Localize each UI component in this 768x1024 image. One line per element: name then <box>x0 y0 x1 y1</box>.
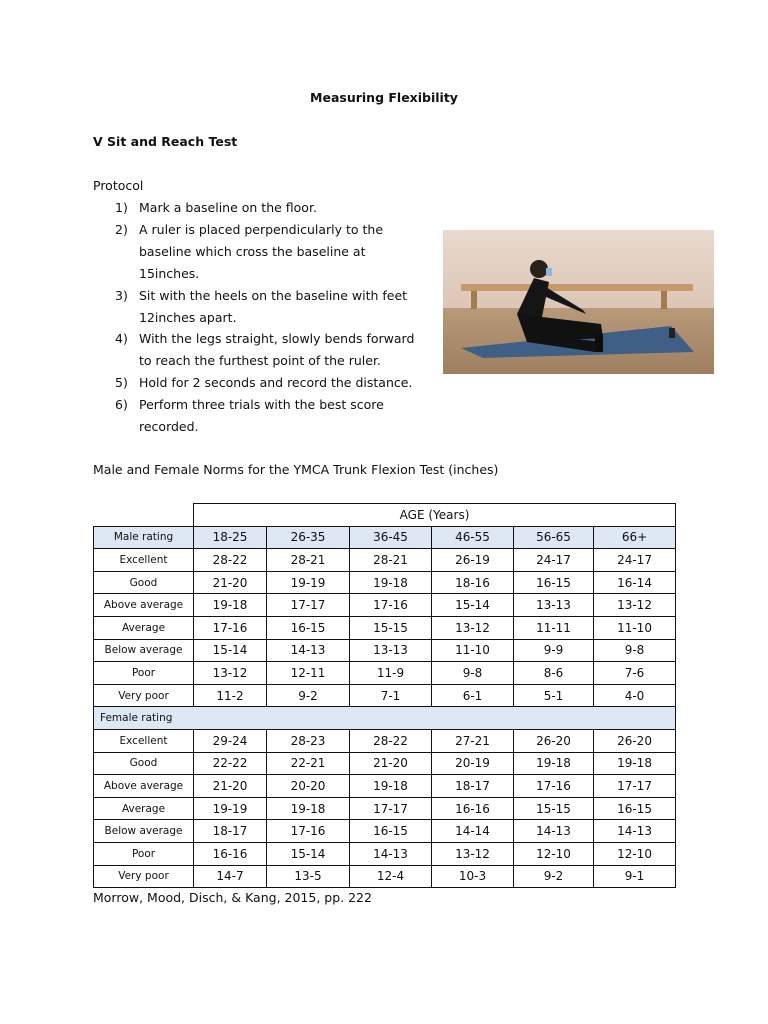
step-text: With the legs straight, slowly bends forward <box>139 331 415 347</box>
norm-value: 11-10 <box>594 616 676 639</box>
sit-and-reach-photo <box>443 230 714 374</box>
protocol-step <box>93 219 433 285</box>
step-text: Sit with the heels on the baseline with feet <box>139 287 408 303</box>
rating-label: Very poor <box>94 865 194 888</box>
norm-value: 21-20 <box>194 775 267 798</box>
norm-value: 12-4 <box>350 865 432 888</box>
norm-value: 24-17 <box>514 549 594 572</box>
age-group-header: 66+ <box>594 526 676 549</box>
rating-label: Good <box>94 752 194 775</box>
norm-value: 21-20 <box>194 571 267 594</box>
table-row <box>94 571 676 594</box>
age-header: AGE (Years) <box>194 504 676 527</box>
norm-value: 22-22 <box>194 752 267 775</box>
norm-value: 16-15 <box>267 616 350 639</box>
age-group-header: 18-25 <box>194 526 267 549</box>
norm-value: 9-8 <box>594 639 676 662</box>
norm-value: 21-20 <box>350 752 432 775</box>
norm-value: 17-16 <box>514 775 594 798</box>
step-number: 6) <box>115 397 128 413</box>
norm-value: 14-13 <box>594 820 676 843</box>
norm-value: 14-13 <box>514 820 594 843</box>
rating-label: Above average <box>94 775 194 798</box>
norm-value: 19-19 <box>194 797 267 820</box>
norm-value: 28-22 <box>194 549 267 572</box>
step-number: 4) <box>115 331 128 347</box>
norm-value: 14-7 <box>194 865 267 888</box>
age-group-header: 46-55 <box>432 526 514 549</box>
norm-value: 9-8 <box>432 662 514 685</box>
norm-value: 16-16 <box>194 842 267 865</box>
step-number: 5) <box>115 375 128 391</box>
step-text: baseline which cross the baseline at <box>139 243 366 259</box>
norm-value: 8-6 <box>514 662 594 685</box>
norm-value: 11-11 <box>514 616 594 639</box>
norm-value: 19-18 <box>267 797 350 820</box>
table-row <box>94 662 676 685</box>
step-text: recorded. <box>139 419 199 435</box>
table-row <box>94 684 676 707</box>
norm-value: 14-13 <box>350 842 432 865</box>
norm-value: 20-20 <box>267 775 350 798</box>
norm-value: 26-20 <box>514 729 594 752</box>
norm-value: 26-19 <box>432 549 514 572</box>
page-title: Measuring Flexibility <box>310 90 458 105</box>
rating-label: Poor <box>94 662 194 685</box>
norm-value: 28-21 <box>267 549 350 572</box>
citation: Morrow, Mood, Disch, & Kang, 2015, pp. 222 <box>93 890 372 905</box>
norm-value: 14-13 <box>267 639 350 662</box>
norm-value: 7-1 <box>350 684 432 707</box>
age-group-header: 36-45 <box>350 526 432 549</box>
protocol-step <box>93 328 433 372</box>
norms-heading: Male and Female Norms for the YMCA Trunk Flexion Test (inches) <box>93 462 499 477</box>
norm-value: 18-17 <box>432 775 514 798</box>
norm-value: 17-16 <box>194 616 267 639</box>
norm-value: 17-16 <box>350 594 432 617</box>
norm-value: 19-18 <box>194 594 267 617</box>
age-header-row <box>94 504 676 527</box>
protocol-steps <box>93 197 433 438</box>
rating-label: Below average <box>94 639 194 662</box>
norm-value: 19-19 <box>267 571 350 594</box>
step-text: Mark a baseline on the floor. <box>139 200 317 215</box>
protocol-step <box>93 197 433 219</box>
norm-value: 15-14 <box>194 639 267 662</box>
norm-value: 9-2 <box>267 684 350 707</box>
step-number: 1) <box>115 200 128 215</box>
norm-value: 15-14 <box>267 842 350 865</box>
step-number: 2) <box>115 221 128 237</box>
norm-value: 9-2 <box>514 865 594 888</box>
rating-label: Excellent <box>94 729 194 752</box>
norm-value: 28-22 <box>350 729 432 752</box>
step-text: Perform three trials with the best score <box>139 397 384 413</box>
protocol-step <box>93 394 433 438</box>
table-row <box>94 865 676 888</box>
table-row <box>94 639 676 662</box>
table-row <box>94 820 676 843</box>
table-row <box>94 752 676 775</box>
norm-value: 16-14 <box>594 571 676 594</box>
norm-value: 27-21 <box>432 729 514 752</box>
norm-value: 16-15 <box>350 820 432 843</box>
age-group-header: 56-65 <box>514 526 594 549</box>
norm-value: 13-5 <box>267 865 350 888</box>
norm-value: 12-10 <box>594 842 676 865</box>
table-row <box>94 594 676 617</box>
rating-label: Below average <box>94 820 194 843</box>
rating-label: Very poor <box>94 684 194 707</box>
rating-label: Good <box>94 571 194 594</box>
female-rating-label: Female rating <box>94 707 676 730</box>
norm-value: 13-12 <box>432 842 514 865</box>
norm-value: 12-10 <box>514 842 594 865</box>
rating-label: Excellent <box>94 549 194 572</box>
norm-value: 17-17 <box>267 594 350 617</box>
norm-value: 18-16 <box>432 571 514 594</box>
norm-value: 17-17 <box>594 775 676 798</box>
age-group-header: 26-35 <box>267 526 350 549</box>
step-text: 12inches apart. <box>139 309 237 325</box>
male-rating-label: Male rating <box>94 526 194 549</box>
norm-value: 15-15 <box>514 797 594 820</box>
step-text: A ruler is placed perpendicularly to the <box>139 221 384 237</box>
norm-value: 20-19 <box>432 752 514 775</box>
norm-value: 11-10 <box>432 639 514 662</box>
female-header-row <box>94 707 676 730</box>
norm-value: 11-2 <box>194 684 267 707</box>
norm-value: 24-17 <box>594 549 676 572</box>
norm-value: 13-13 <box>350 639 432 662</box>
norm-value: 10-3 <box>432 865 514 888</box>
norm-value: 13-12 <box>432 616 514 639</box>
table-row <box>94 549 676 572</box>
step-text: to reach the furthest point of the ruler. <box>139 353 381 369</box>
protocol-step <box>93 372 433 394</box>
norm-value: 19-18 <box>594 752 676 775</box>
norm-value: 29-24 <box>194 729 267 752</box>
norm-value: 17-17 <box>350 797 432 820</box>
rating-label: Above average <box>94 594 194 617</box>
norm-value: 16-16 <box>432 797 514 820</box>
norm-value: 15-14 <box>432 594 514 617</box>
norm-value: 12-11 <box>267 662 350 685</box>
step-text: Hold for 2 seconds and record the distance. <box>139 375 413 391</box>
norm-value: 19-18 <box>350 571 432 594</box>
norm-value: 16-15 <box>514 571 594 594</box>
norm-value: 13-12 <box>594 594 676 617</box>
norm-value: 22-21 <box>267 752 350 775</box>
norm-value: 9-1 <box>594 865 676 888</box>
step-text: 15inches. <box>139 265 200 281</box>
empty-corner-cell <box>94 504 194 527</box>
norm-value: 13-13 <box>514 594 594 617</box>
norm-value: 7-6 <box>594 662 676 685</box>
step-number: 3) <box>115 287 128 303</box>
norm-value: 18-17 <box>194 820 267 843</box>
norm-value: 19-18 <box>514 752 594 775</box>
norm-value: 17-16 <box>267 820 350 843</box>
norm-value: 11-9 <box>350 662 432 685</box>
norm-value: 16-15 <box>594 797 676 820</box>
rating-label: Average <box>94 616 194 639</box>
table-row <box>94 797 676 820</box>
male-header-row <box>94 526 676 549</box>
norm-value: 26-20 <box>594 729 676 752</box>
table-row <box>94 775 676 798</box>
norm-value: 28-21 <box>350 549 432 572</box>
norm-value: 6-1 <box>432 684 514 707</box>
norm-value: 14-14 <box>432 820 514 843</box>
norm-value: 19-18 <box>350 775 432 798</box>
norm-value: 28-23 <box>267 729 350 752</box>
norms-table <box>93 503 676 888</box>
norm-value: 4-0 <box>594 684 676 707</box>
rating-label: Average <box>94 797 194 820</box>
protocol-step <box>93 285 433 329</box>
norm-value: 15-15 <box>350 616 432 639</box>
rating-label: Poor <box>94 842 194 865</box>
table-row <box>94 729 676 752</box>
table-row <box>94 842 676 865</box>
protocol-heading: Protocol <box>93 178 144 193</box>
norm-value: 9-9 <box>514 639 594 662</box>
norm-value: 5-1 <box>514 684 594 707</box>
norm-value: 13-12 <box>194 662 267 685</box>
table-row <box>94 616 676 639</box>
test-heading: V Sit and Reach Test <box>93 134 238 149</box>
